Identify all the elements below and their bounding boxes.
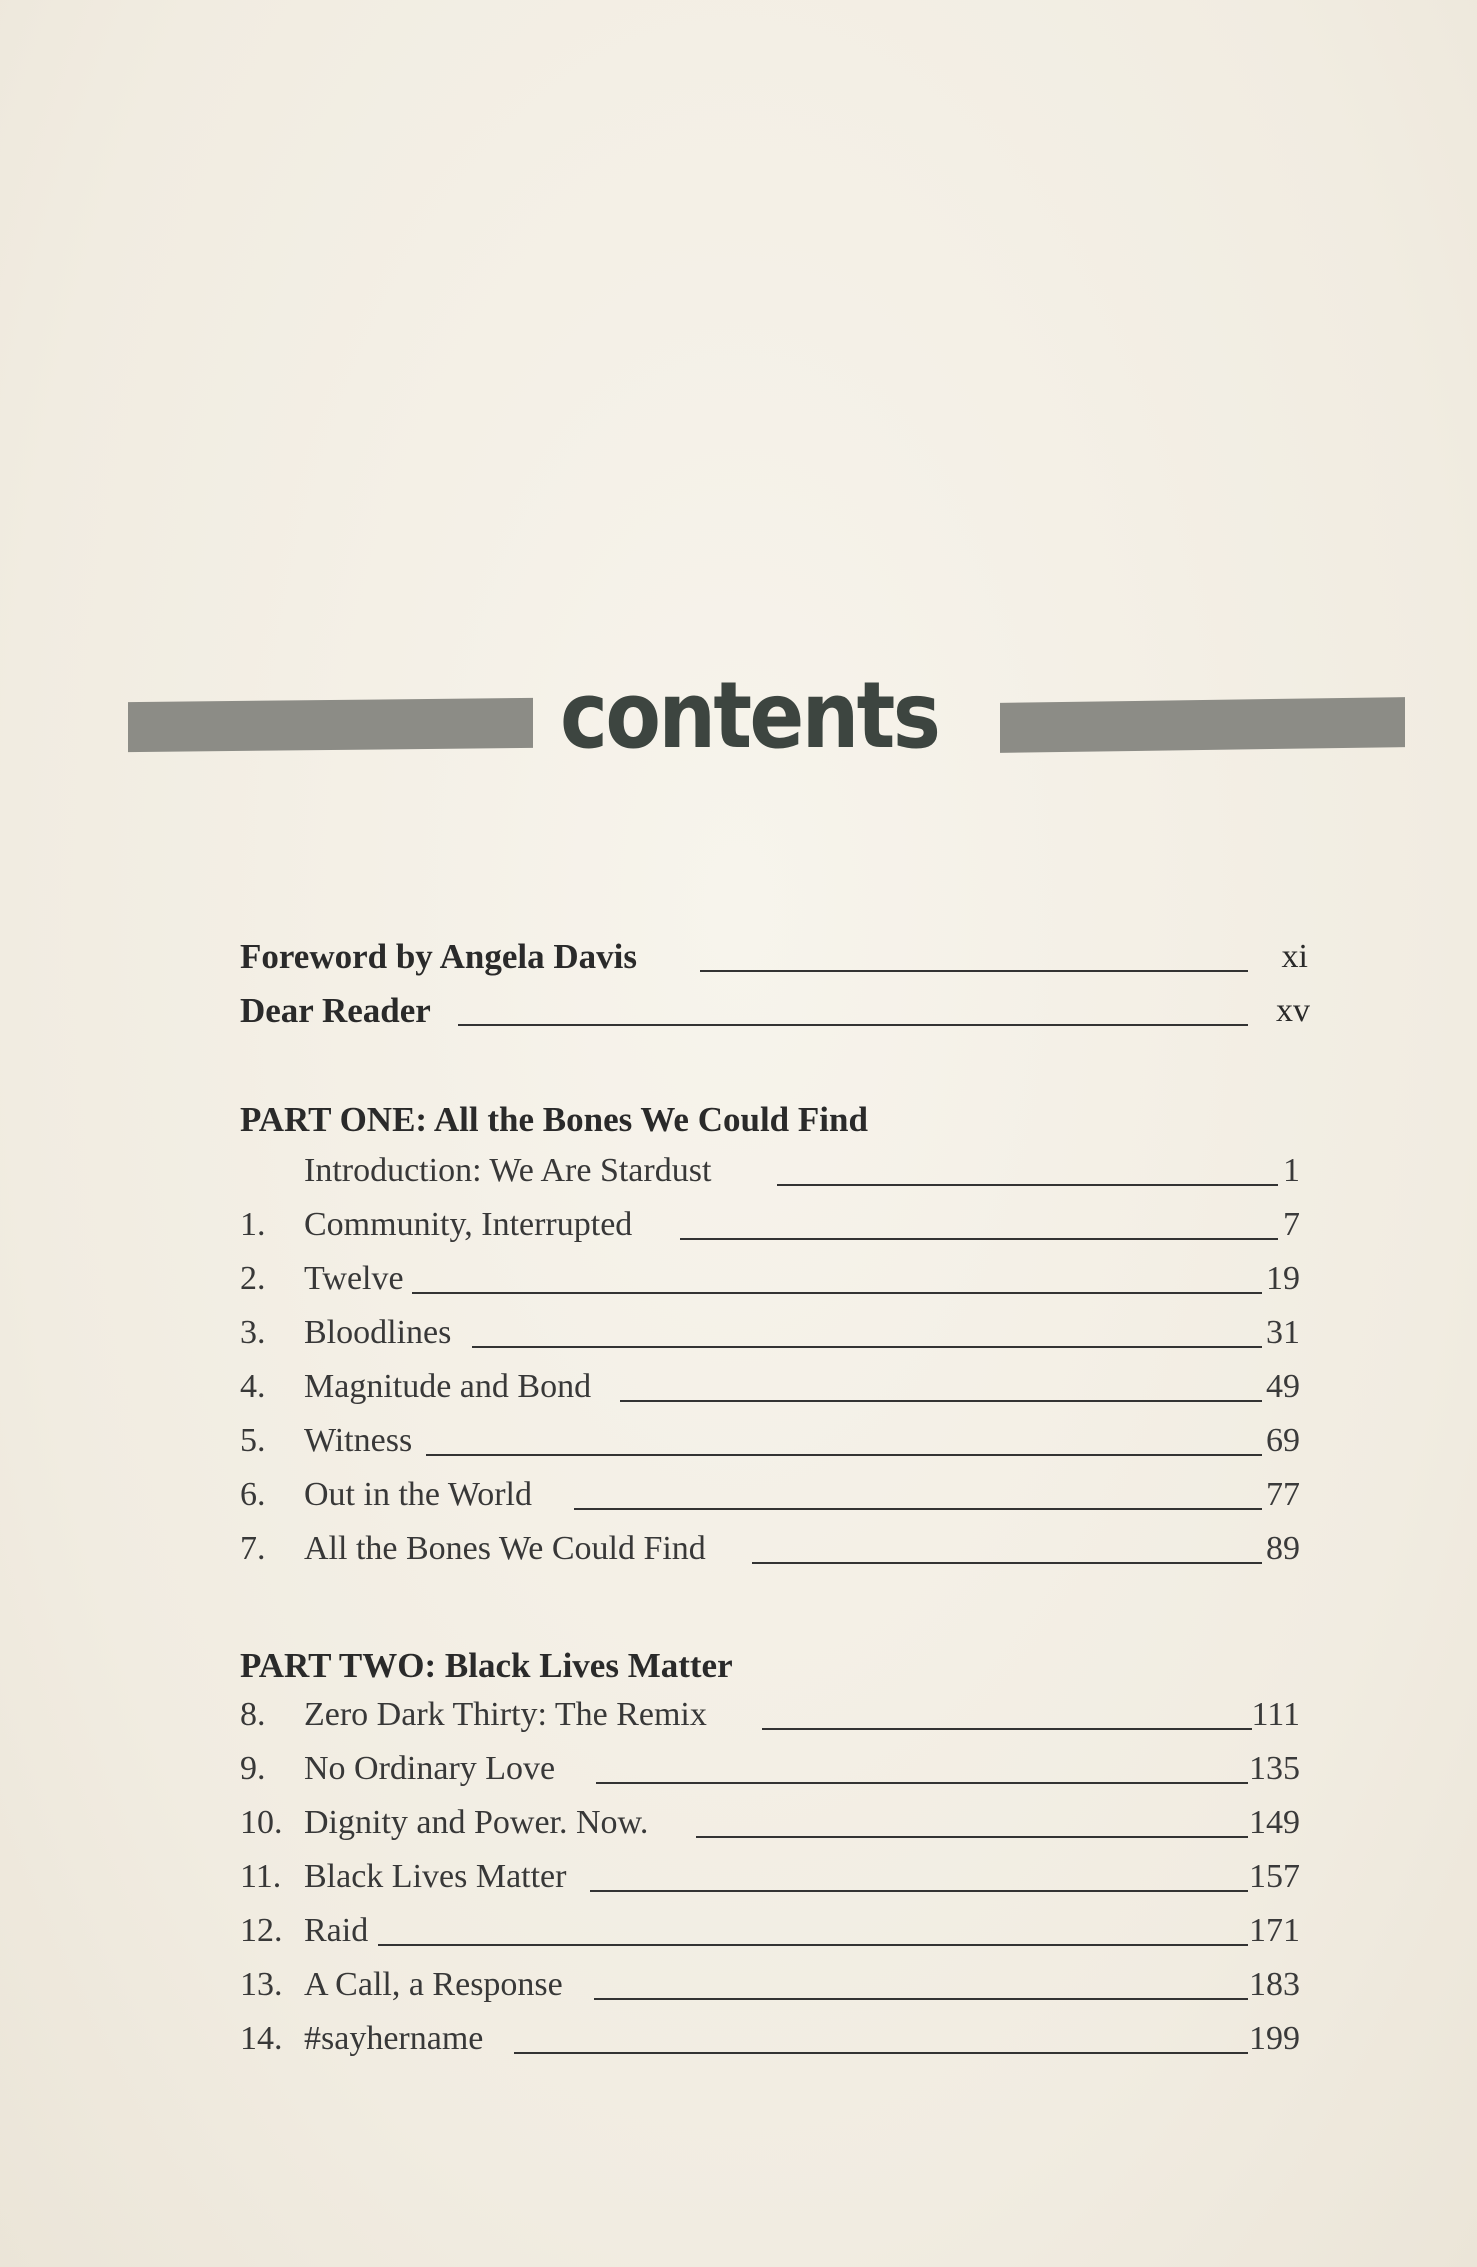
contents-header bbox=[0, 662, 1477, 782]
toc-entry-chapter[interactable] bbox=[240, 1360, 1310, 1414]
entry-number: 10. bbox=[240, 1804, 283, 1841]
toc-entry-chapter[interactable] bbox=[240, 1958, 1310, 2012]
entry-title: Out in the World bbox=[304, 1476, 533, 1513]
leader-line bbox=[620, 1400, 1262, 1402]
entry-title: A Call, a Response bbox=[304, 1966, 563, 2003]
entry-number: 5. bbox=[240, 1422, 266, 1459]
entry-number: 11. bbox=[240, 1858, 282, 1895]
entry-title: Dear Reader bbox=[240, 991, 431, 1030]
entry-page: 49 bbox=[1266, 1368, 1300, 1405]
entry-page: 89 bbox=[1266, 1530, 1300, 1567]
toc-entry-chapter[interactable] bbox=[240, 1522, 1310, 1576]
entry-title: Raid bbox=[304, 1912, 369, 1949]
leader-line bbox=[472, 1346, 1262, 1348]
toc-entry-chapter[interactable] bbox=[240, 1198, 1310, 1252]
entry-title: Zero Dark Thirty: The Remix bbox=[304, 1696, 707, 1733]
leader-line bbox=[700, 970, 1248, 972]
entry-page: 1 bbox=[1283, 1152, 1300, 1189]
entry-number: 1. bbox=[240, 1206, 266, 1243]
entry-title: Twelve bbox=[304, 1260, 404, 1297]
toc-entry-chapter[interactable] bbox=[240, 2012, 1310, 2066]
entry-number: 3. bbox=[240, 1314, 266, 1351]
toc-entry-chapter[interactable] bbox=[240, 1688, 1310, 1742]
entry-number: 8. bbox=[240, 1696, 266, 1733]
entry-number: 12. bbox=[240, 1912, 283, 1949]
entry-page: 183 bbox=[1249, 1966, 1300, 2003]
entry-title: All the Bones We Could Find bbox=[304, 1530, 706, 1567]
decorative-bar-left bbox=[128, 698, 533, 752]
entry-title: Witness bbox=[304, 1422, 413, 1459]
toc-entry-chapter[interactable] bbox=[240, 1796, 1310, 1850]
entry-title: Black Lives Matter bbox=[304, 1858, 567, 1895]
toc-entry-chapter[interactable] bbox=[240, 1742, 1310, 1796]
entry-title: Foreword by Angela Davis bbox=[240, 937, 637, 976]
entry-page: 149 bbox=[1249, 1804, 1300, 1841]
leader-line bbox=[514, 2052, 1248, 2054]
leader-line bbox=[590, 1890, 1248, 1892]
toc-entry-chapter[interactable] bbox=[240, 1850, 1310, 1904]
toc-entry-chapter[interactable] bbox=[240, 1306, 1310, 1360]
entry-title: Introduction: We Are Stardust bbox=[304, 1152, 712, 1189]
entry-title: No Ordinary Love bbox=[304, 1750, 556, 1787]
leader-line bbox=[680, 1238, 1278, 1240]
leader-line bbox=[596, 1782, 1248, 1784]
leader-line bbox=[574, 1508, 1262, 1510]
entry-page: xv bbox=[1276, 992, 1310, 1029]
leader-line bbox=[752, 1562, 1262, 1564]
toc-entry-dear-reader[interactable] bbox=[240, 984, 1310, 1038]
entry-title: Dignity and Power. Now. bbox=[304, 1804, 649, 1841]
decorative-bar-right bbox=[1000, 697, 1405, 753]
entry-page: 77 bbox=[1266, 1476, 1300, 1513]
entry-page: 157 bbox=[1249, 1858, 1300, 1895]
entry-page: 171 bbox=[1249, 1912, 1300, 1949]
entry-page: 111 bbox=[1251, 1696, 1300, 1733]
entry-page: 69 bbox=[1266, 1422, 1300, 1459]
entry-page: 31 bbox=[1266, 1314, 1300, 1351]
entry-title: Community, Interrupted bbox=[304, 1206, 633, 1243]
leader-line bbox=[378, 1944, 1248, 1946]
entry-number: 9. bbox=[240, 1750, 266, 1787]
leader-line bbox=[426, 1454, 1262, 1456]
entry-page: 199 bbox=[1249, 2020, 1300, 2057]
toc-entry-chapter[interactable] bbox=[240, 1414, 1310, 1468]
leader-line bbox=[777, 1184, 1278, 1186]
leader-line bbox=[458, 1024, 1248, 1026]
leader-line bbox=[412, 1292, 1262, 1294]
entry-title: #sayhername bbox=[304, 2020, 484, 2057]
entry-page: xi bbox=[1281, 938, 1308, 975]
entry-number: 13. bbox=[240, 1966, 283, 2003]
entry-number: 6. bbox=[240, 1476, 266, 1513]
toc-entry-chapter[interactable] bbox=[240, 1904, 1310, 1958]
part-two-heading: PART TWO: Black Lives Matter bbox=[240, 1646, 733, 1685]
entry-number: 2. bbox=[240, 1260, 266, 1297]
entry-number: 7. bbox=[240, 1530, 266, 1567]
toc-entry-foreword[interactable] bbox=[240, 930, 1310, 984]
part-one-heading: PART ONE: All the Bones We Could Find bbox=[240, 1100, 868, 1139]
entry-number: 4. bbox=[240, 1368, 266, 1405]
page-title: contents bbox=[560, 662, 939, 769]
entry-page: 7 bbox=[1283, 1206, 1300, 1243]
leader-line bbox=[696, 1836, 1248, 1838]
entry-page: 135 bbox=[1249, 1750, 1300, 1787]
entry-title: Magnitude and Bond bbox=[304, 1368, 592, 1405]
toc-entry-chapter[interactable] bbox=[240, 1468, 1310, 1522]
leader-line bbox=[594, 1998, 1248, 2000]
entry-number: 14. bbox=[240, 2020, 283, 2057]
entry-page: 19 bbox=[1266, 1260, 1300, 1297]
toc-entry-chapter[interactable] bbox=[240, 1252, 1310, 1306]
leader-line bbox=[762, 1728, 1252, 1730]
entry-title: Bloodlines bbox=[304, 1314, 452, 1351]
toc-entry-introduction[interactable] bbox=[240, 1144, 1310, 1198]
